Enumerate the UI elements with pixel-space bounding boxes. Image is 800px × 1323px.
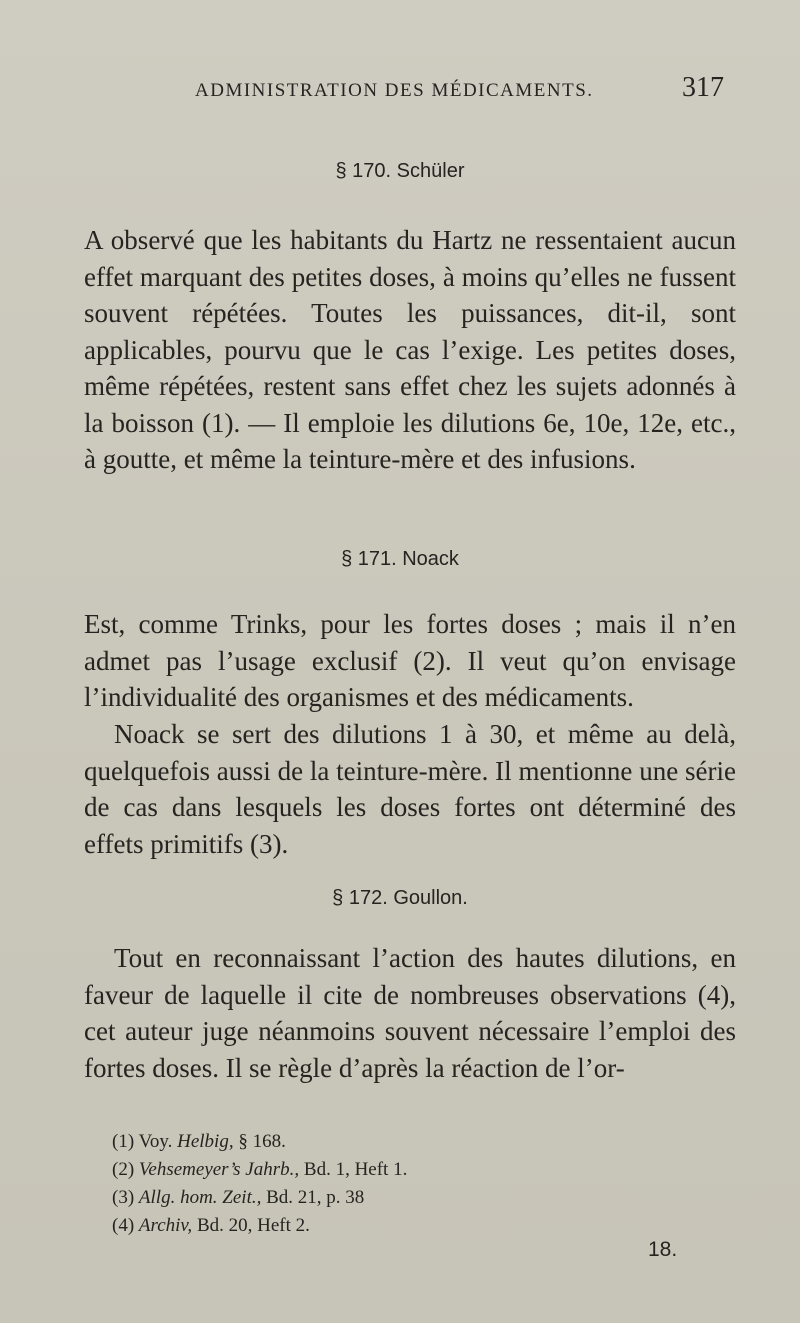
- section-heading-171: § 171. Noack: [341, 548, 459, 570]
- footnote-3: (3) Allg. hom. Zeit., Bd. 21, p. 38: [112, 1187, 365, 1208]
- section-172-paragraph: Tout en reconnaissant l’action des hautes dilutions, en faveur de laquelle il cite de nombreuses observations (4), cet auteur juge néanmoins souvent nécessaire l’emploi des fortes doses. Il se règle d’après la réaction de l’or-: [84, 943, 736, 1083]
- footnote-4: (4) Archiv, Bd. 20, Heft 2.: [112, 1215, 310, 1236]
- section-heading-172: § 172. Goullon.: [332, 887, 468, 909]
- running-title: ADMINISTRATION DES MÉDICAMENTS.: [195, 80, 594, 101]
- section-heading-170: § 170. Schüler: [335, 160, 465, 182]
- footnote-2: (2) Vehsemeyer’s Jahrb., Bd. 1, Heft 1.: [112, 1159, 408, 1180]
- page-number: 317: [682, 72, 724, 103]
- footnote-1: (1) Voy. Helbig, § 168.: [112, 1131, 286, 1152]
- footnotes: [112, 1128, 407, 1240]
- signature-mark: 18.: [648, 1238, 678, 1261]
- section-171-paragraph-2: Noack se sert des dilutions 1 à 30, et même au delà, quelquefois aussi de la teinture-mère. Il mentionne une série de cas dans lesquels les doses fortes ont déterminé des effets primitifs (3).: [84, 719, 736, 859]
- section-171-paragraph-1: Est, comme Trinks, pour les fortes doses ; mais il n’en admet pas l’usage exclusif (2). Il veut qu’on envisage l’individualité des organismes et des médicaments.: [84, 609, 736, 712]
- section-170-paragraph: A observé que les habitants du Hartz ne ressentaient aucun effet marquant des petites doses, à moins qu’elles ne fussent souvent répétées. Toutes les puissances, dit-il, sont applicables, pourvu que le cas l’exige. Les petites doses, même répétées, restent sans effet chez les sujets adonnés à la boisson (1). — Il emploie les dilutions 6e, 10e, 12e, etc., à goutte, et même la teinture-mère et des infusions.: [84, 225, 736, 474]
